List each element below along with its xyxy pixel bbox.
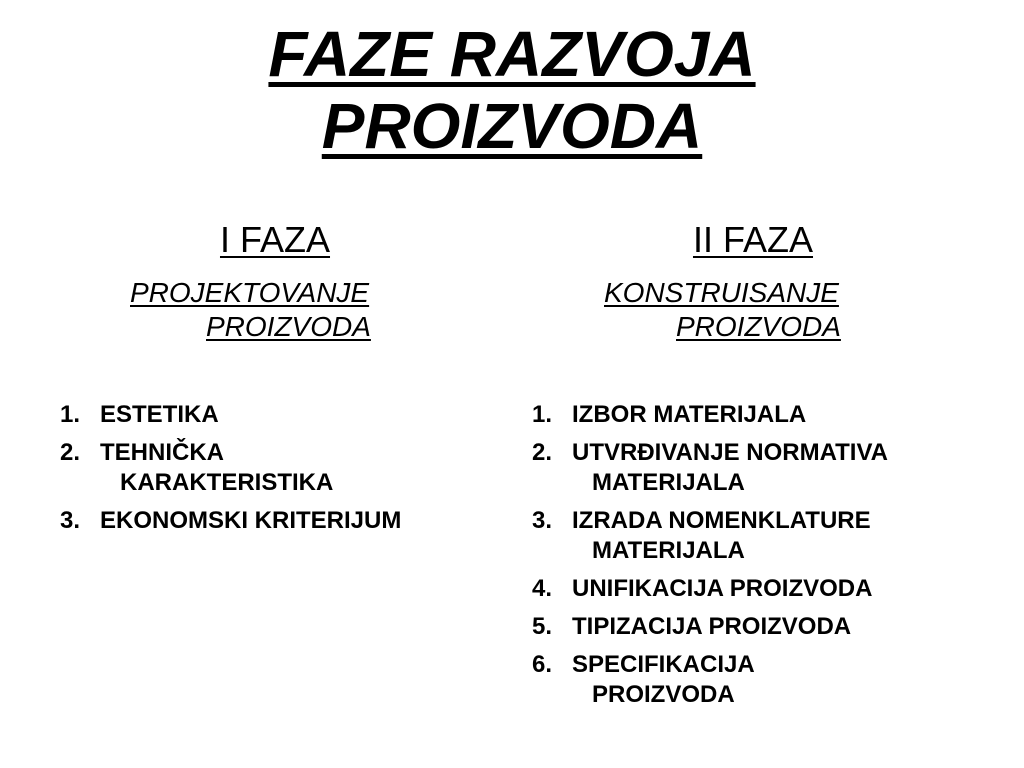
list-item-text: [572, 438, 1002, 498]
list-item: [532, 612, 1002, 642]
list-item: [532, 574, 1002, 604]
list-item: [532, 650, 1002, 710]
slide-title: [0, 18, 1024, 162]
phase1-list: [60, 400, 500, 544]
list-item-number: 2.: [532, 439, 553, 466]
list-item: [532, 506, 1002, 566]
list-item-text: [572, 650, 1002, 710]
slide-title-line2: PROIZVODA: [321, 90, 703, 162]
list-item-line1: ESTETIKA: [100, 401, 219, 428]
phase2-subtitle-line2: PROIZVODA: [676, 311, 841, 342]
list-item-number: 1.: [60, 401, 81, 428]
phase2-subtitle: [508, 276, 998, 344]
list-item-text: [572, 506, 1002, 566]
list-item-number: 5.: [532, 613, 553, 640]
list-item: [60, 506, 500, 536]
phase1-subtitle-line1: PROJEKTOVANJE: [130, 277, 370, 308]
list-item-number: 4.: [532, 575, 553, 602]
list-item-text: [100, 438, 500, 498]
phase2-column: [508, 218, 998, 344]
list-item-line1: UTVRĐIVANJE NORMATIVA: [572, 439, 889, 466]
list-item-text: [572, 612, 1002, 642]
list-item-line1: TIPIZACIJA PROIZVODA: [572, 613, 852, 640]
phase1-heading: I FAZA: [219, 219, 331, 260]
list-item-number: 6.: [532, 651, 553, 678]
list-item-line1: TEHNIČKA: [100, 439, 224, 466]
list-item-number: 2.: [60, 439, 81, 466]
list-item-line1: IZBOR MATERIJALA: [572, 401, 807, 428]
phase1-column: [40, 218, 510, 344]
list-item: [60, 438, 500, 498]
list-item-line2: PROIZVODA: [592, 681, 735, 708]
list-item: [60, 400, 500, 430]
phase1-subtitle-line2: PROIZVODA: [206, 311, 371, 342]
list-item-text: [100, 506, 500, 536]
slide-title-line1: FAZE RAZVOJA: [268, 18, 756, 90]
list-item-number: 3.: [532, 507, 553, 534]
list-item-line2: KARAKTERISTIKA: [120, 469, 334, 496]
list-item: [532, 400, 1002, 430]
list-item-line1: SPECIFIKACIJA: [572, 651, 755, 678]
list-item-line1: UNIFIKACIJA PROIZVODA: [572, 575, 873, 602]
phase1-subtitle: [40, 276, 510, 344]
list-item-line2: MATERIJALA: [592, 537, 745, 564]
list-item-line1: IZRADA NOMENKLATURE: [572, 507, 871, 534]
phase2-subtitle-line1: KONSTRUISANJE: [604, 277, 839, 308]
list-item-text: [100, 400, 500, 430]
list-item-number: 3.: [60, 507, 81, 534]
list-item-text: [572, 400, 1002, 430]
list-item: [532, 438, 1002, 498]
phase2-list: [532, 400, 1002, 718]
list-item-text: [572, 574, 1002, 604]
list-item-line2: MATERIJALA: [592, 469, 745, 496]
list-item-number: 1.: [532, 401, 553, 428]
phase2-heading: II FAZA: [692, 219, 814, 260]
list-item-line1: EKONOMSKI KRITERIJUM: [100, 507, 402, 534]
